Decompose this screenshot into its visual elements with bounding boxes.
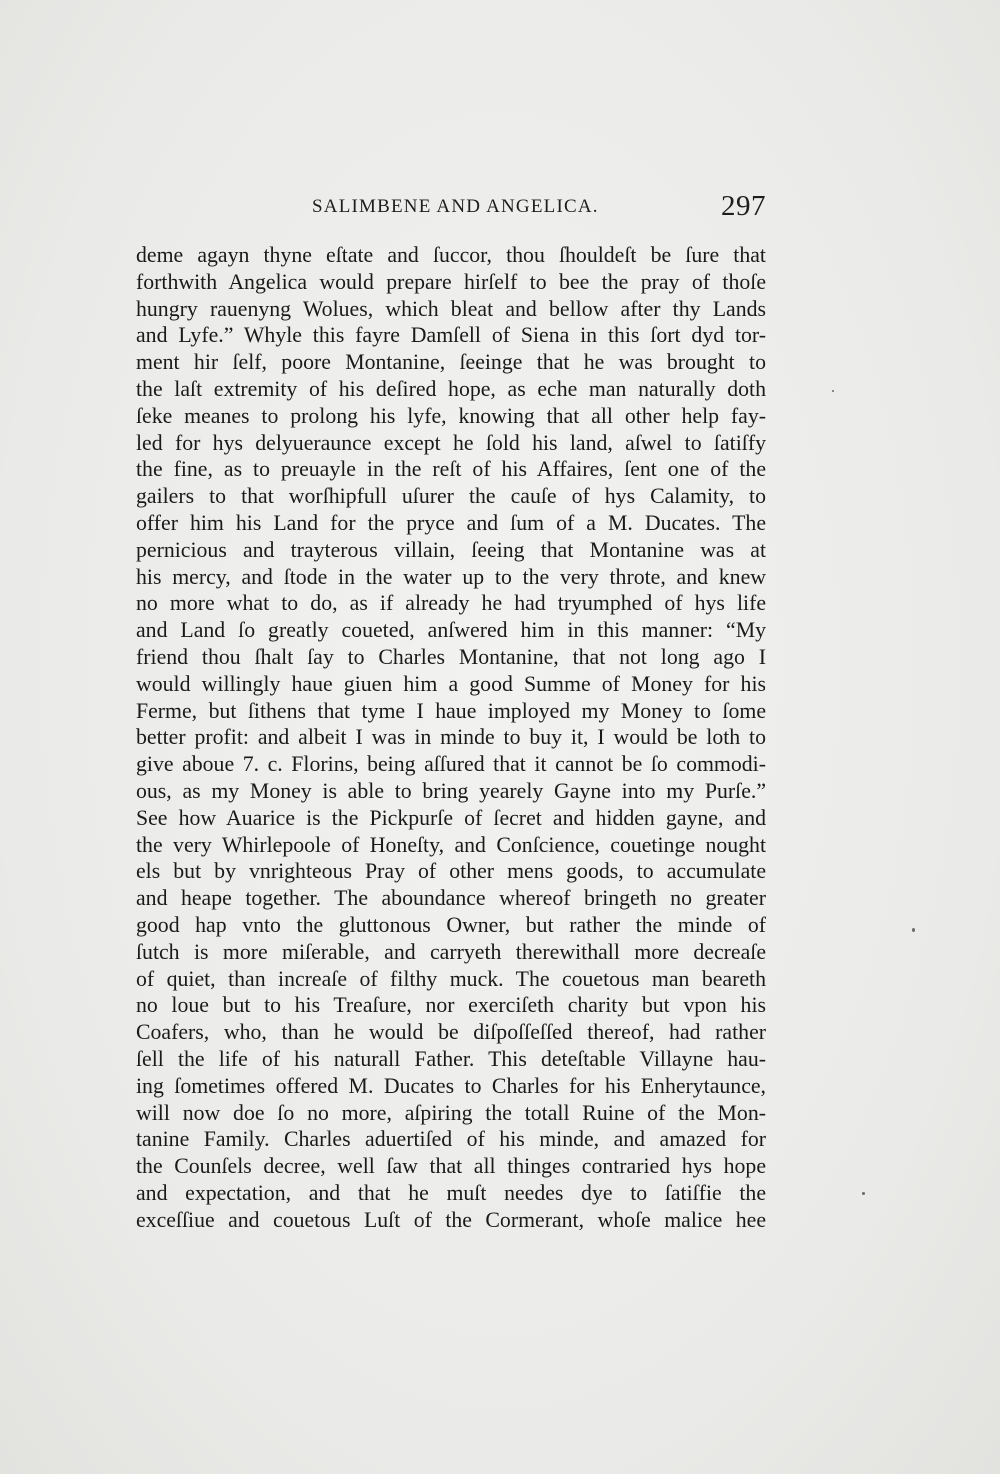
text-line: tanine Family. Charles aduertiſed of his minde, and amazed for xyxy=(136,1127,766,1152)
text-line: would willingly haue giuen him a good Summe of Money for his xyxy=(136,671,766,696)
text-line: good hap vnto the gluttonous Owner, but rather the minde of xyxy=(136,912,766,937)
text-line: Ferme, but ſithens that tyme I haue imployed my Money to ſome xyxy=(136,698,766,723)
text-line: ſell the life of his naturall Father. This deteſtable Villayne hau- xyxy=(136,1046,766,1071)
text-line: ſeke meanes to prolong his lyfe, knowing that all other help fay- xyxy=(136,403,766,428)
text-line: and Land ſo greatly coueted, anſwered him in this manner: “My xyxy=(136,618,766,643)
text-line: deme agayn thyne eſtate and ſuccor, thou ſhouldeſt be ſure that xyxy=(136,243,766,267)
text-line: ing ſometimes offered M. Ducates to Charles for his Enherytaunce, xyxy=(136,1073,766,1098)
text-line: the laſt extremity of his deſired hope, as eche man naturally doth xyxy=(136,376,766,401)
text-line: Coafers, who, than he would be diſpoſſeſſed thereof, had rather xyxy=(136,1020,766,1045)
text-line: the fine, as to preuayle in the reſt of his Affaires, ſent one of the xyxy=(136,457,766,482)
text-line: offer him his Land for the pryce and ſum of a M. Ducates. The xyxy=(136,510,766,535)
text-line: give aboue 7. c. Florins, being aſſured that it cannot be ſo commodi- xyxy=(136,752,766,777)
text-line: ſutch is more miſerable, and carryeth therewithall more decreaſe xyxy=(136,939,766,964)
running-title: SALIMBENE AND ANGELICA. xyxy=(312,196,599,217)
text-line: his mercy, and ſtode in the water up to the very throte, and knew xyxy=(136,564,766,589)
text-line: exceſſiue and couetous Luſt of the Cormerant, whoſe malice hee xyxy=(136,1207,766,1232)
text-line: and expectation, and that he muſt needes dye to ſatiſfie the xyxy=(136,1180,766,1205)
body-text xyxy=(136,242,766,1233)
text-line: no loue but to his Treaſure, nor exerciſeth charity but vpon his xyxy=(136,993,766,1018)
text-line: hungry rauenyng Wolues, which bleat and bellow after thy Lands xyxy=(136,296,766,321)
text-line: led for hys delyueraunce except he ſold his land, aſwel to ſatiſfy xyxy=(136,430,766,455)
paper-speck xyxy=(862,1192,865,1195)
text-line: ous, as my Money is able to bring yearely Gayne into my Purſe.” xyxy=(136,778,766,803)
text-line: ment hir ſelf, poore Montanine, ſeeinge that he was brought to xyxy=(136,350,766,375)
text-line: will now doe ſo no more, aſpiring the totall Ruine of the Mon- xyxy=(136,1100,766,1125)
paper-speck xyxy=(912,928,915,932)
text-line: no more what to do, as if already he had tryumphed of hys life xyxy=(136,591,766,616)
text-line: See how Auarice is the Pickpurſe of ſecret and hidden gayne, and xyxy=(136,805,766,830)
running-head xyxy=(136,192,766,226)
text-line: pernicious and trayterous villain, ſeeing that Montanine was at xyxy=(136,537,766,562)
text-line: forthwith Angelica would prepare hirſelf to bee the pray of thoſe xyxy=(136,269,766,294)
text-line: and Lyfe.” Whyle this fayre Damſell of Siena in this ſort dyd tor- xyxy=(136,323,766,348)
text-line: gailers to that worſhipfull uſurer the cauſe of hys Calamity, to xyxy=(136,484,766,509)
text-line: friend thou ſhalt ſay to Charles Montanine, that not long ago I xyxy=(136,644,766,669)
paper-speck xyxy=(832,390,834,392)
page-number: 297 xyxy=(721,190,766,222)
text-line: of quiet, than increaſe of filthy muck. The couetous man beareth xyxy=(136,966,766,991)
text-line: els but by vnrighteous Pray of other mens goods, to accumulate xyxy=(136,859,766,884)
text-line: better profit: and albeit I was in minde to buy it, I would be loth to xyxy=(136,725,766,750)
text-line: and heape together. The aboundance whereof bringeth no greater xyxy=(136,886,766,911)
text-line: the Counſels decree, well ſaw that all thinges contraried hys hope xyxy=(136,1154,766,1179)
text-line: the very Whirlepoole of Honeſty, and Conſcience, couetinge nought xyxy=(136,832,766,857)
